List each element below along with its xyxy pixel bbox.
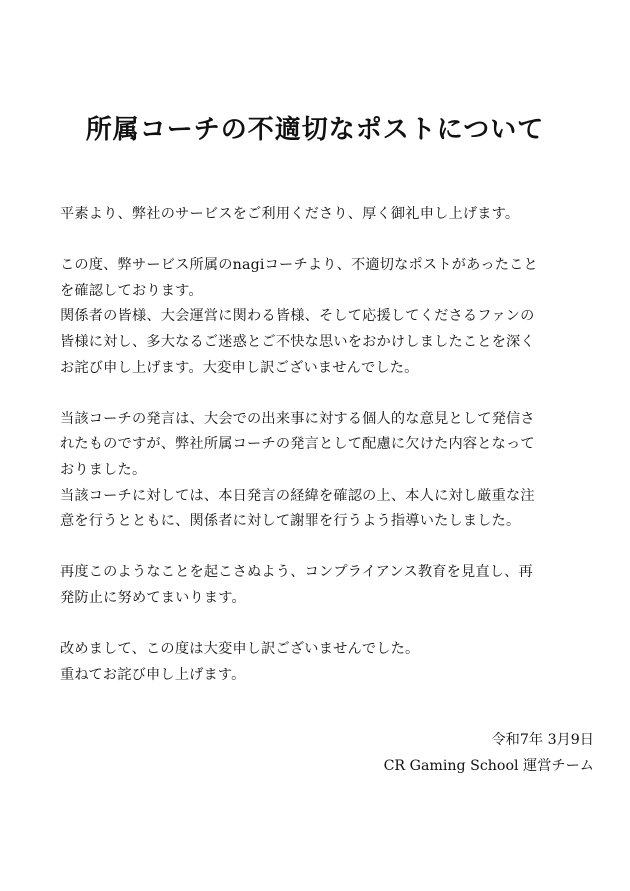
paragraph-prevention — [60, 560, 588, 611]
notice-body — [60, 202, 588, 688]
signature-organization: CR Gaming School 運営チーム — [383, 758, 594, 774]
body-line: 意を行うとともに、関係者に対して謝罪を行うよう指導いたしました。 — [60, 513, 521, 530]
paragraph-greeting — [60, 202, 588, 228]
body-line: 発防止に努めてまいります。 — [60, 589, 246, 606]
paragraph-gap — [60, 381, 588, 407]
body-line: おりました。 — [60, 461, 147, 478]
body-line: 当該コーチに対しては、本日発言の経緯を確認の上、本人に対し厳重な注 — [60, 487, 535, 504]
body-line: れたものですが、弊社所属コーチの発言として配慮に欠けた内容となって — [60, 436, 535, 453]
body-line: 当該コーチの発言は、大会での出来事に対する個人的な意見として発信さ — [60, 410, 535, 427]
body-line: 平素より、弊社のサービスをご利用くださり、厚く御礼申し上げます。 — [60, 206, 520, 222]
body-line: 改めまして、この度は大変申し訳ございませんでした。 — [60, 641, 420, 658]
page-title: 所属コーチの不適切なポストについて — [85, 115, 545, 145]
signature-date: 令和7年 3月9日 — [491, 732, 594, 748]
body-line: を確認しております。 — [60, 282, 203, 299]
body-line: この度、弊サービス所属のnagiコーチより、不適切なポストがあったこと — [60, 257, 538, 274]
body-line: お詫び申し上げます。大変申し訳ございませんでした。 — [60, 359, 419, 376]
paragraph-gap — [60, 612, 588, 638]
body-line: 再度このようなことを起こさぬよう、コンプライアンス教育を見直し、再 — [60, 564, 533, 581]
paragraph-explanation — [60, 407, 588, 535]
paragraph-closing — [60, 637, 588, 688]
body-line: 重ねてお詫び申し上げます。 — [60, 666, 246, 683]
body-line: 関係者の皆様、大会運営に関わる皆様、そして応援してくださるファンの — [60, 308, 535, 325]
body-line: 皆様に対し、多大なるご迷惑とご不快な思いをおかけしましたことを深く — [60, 333, 535, 350]
paragraph-apology — [60, 253, 588, 381]
signature-block — [384, 727, 594, 779]
paragraph-gap — [60, 228, 588, 254]
paragraph-gap — [60, 535, 588, 561]
